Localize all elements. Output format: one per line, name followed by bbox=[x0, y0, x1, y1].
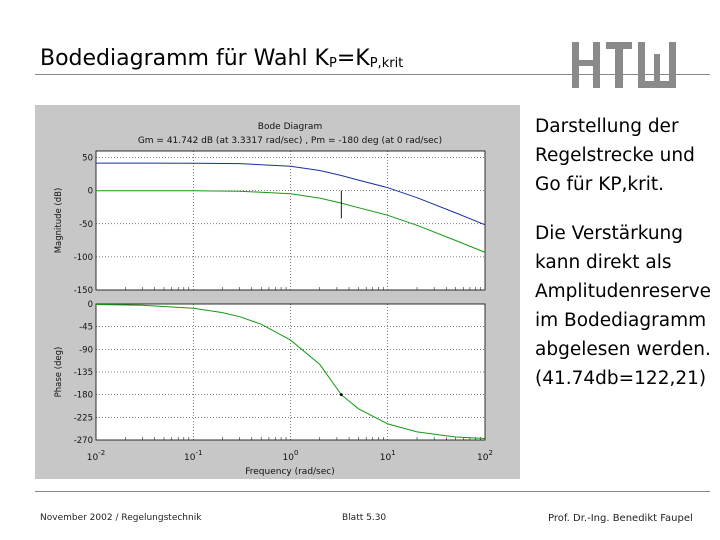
x-tick-label: $10^{-2}$ bbox=[86, 449, 106, 463]
phase-y-tick-label: -180 bbox=[73, 390, 93, 401]
paragraph-1: Darstellung der Regelstrecke und Go für KP,krit. bbox=[535, 116, 695, 195]
footer-page-number: Blatt 5.30 bbox=[342, 513, 387, 523]
magnitude-y-tick-label: -100 bbox=[73, 252, 93, 263]
magnitude-y-axis-label: Magnitude (dB) bbox=[54, 187, 64, 254]
x-tick-label: $10^0$ bbox=[282, 449, 299, 463]
slide-title-sub-pkrit: P,krit bbox=[369, 56, 404, 71]
explanation-text bbox=[535, 112, 720, 413]
phase-y-tick-label: 0 bbox=[87, 300, 93, 310]
phase-y-tick-label: -225 bbox=[73, 413, 93, 424]
chart-title: Bode Diagram bbox=[257, 122, 323, 132]
header-divider bbox=[35, 74, 710, 75]
phase-y-tick-label: -135 bbox=[73, 368, 93, 378]
phase-y-tick-label: -90 bbox=[79, 345, 93, 356]
footer-divider bbox=[35, 491, 710, 492]
phase-plot bbox=[54, 300, 485, 446]
phase-crossover-point bbox=[340, 393, 343, 396]
phase-y-tick-label: -45 bbox=[79, 322, 93, 333]
bode-figure bbox=[35, 105, 520, 479]
footer-date-course: November 2002 / Regelungstechnik bbox=[40, 513, 202, 523]
slide-title-sub-p: P bbox=[329, 56, 337, 71]
magnitude-y-tick-label: -150 bbox=[73, 286, 93, 296]
x-axis-label: Frequency (rad/sec) bbox=[245, 467, 335, 477]
slide-title-eq: =K bbox=[336, 46, 370, 71]
magnitude-y-tick-label: -50 bbox=[79, 219, 93, 230]
x-tick-label: $10^{-1}$ bbox=[184, 449, 203, 463]
magnitude-plot bbox=[54, 151, 485, 296]
chart-subtitle: Gm = 41.742 dB (at 3.3317 rad/sec) , Pm = -180 deg (at 0 rad/sec) bbox=[137, 136, 443, 146]
phase-y-tick-label: -270 bbox=[73, 436, 93, 446]
slide-title-main: Bodediagramm für Wahl K bbox=[40, 46, 329, 71]
paragraph-2: Die Verstärkung kann direkt als Amplitudenreserve im Bodediagramm abgelesen werden. (41.74db=122,21) bbox=[535, 223, 712, 389]
htw-logo bbox=[570, 40, 692, 90]
x-tick-label: $10^1$ bbox=[379, 449, 396, 463]
footer-author: Prof. Dr.-Ing. Benedikt Faupel bbox=[548, 513, 693, 524]
magnitude-y-tick-label: 50 bbox=[82, 153, 93, 164]
x-tick-label: $10^2$ bbox=[477, 449, 493, 463]
phase-y-axis-label: Phase (deg) bbox=[54, 346, 64, 398]
magnitude-y-tick-label: 0 bbox=[87, 186, 93, 197]
slide-title bbox=[40, 46, 403, 71]
